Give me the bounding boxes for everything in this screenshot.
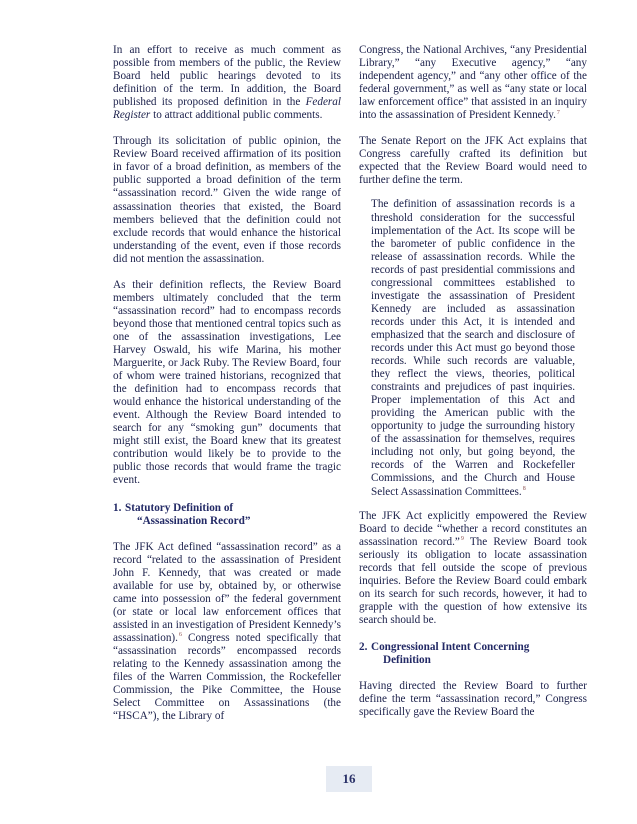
paragraph: The Senate Report on the JFK Act explains that Congress carefully crafted its definition but expected that the Review Board would need to further define the term. xyxy=(359,135,587,187)
paragraph: Through its solicitation of public opinion, the Review Board received affirmation of its position in favor of a broad definition, as members of the public supported a broad definition of the term “assassination record.” Given the wide range of assassination theories that existed, the Board members believed that the definition could not exclude records that would enhance the historical understanding of the event, even if those records did not mention the assassination. xyxy=(113,135,341,265)
right-column xyxy=(359,44,587,719)
footnote-ref[interactable]: 6 xyxy=(178,632,182,639)
left-column xyxy=(113,44,341,723)
page-number: 16 xyxy=(326,766,372,792)
section-heading: 2. Congressional Intent Concerning Definition xyxy=(359,640,530,667)
paragraph: In an effort to receive as much comment as possible from members of the public, the Review Board held public hearings devoted to its definition of the term. In addition, the Board published its proposed definition in the Federal Register to attract additional public comments. xyxy=(113,44,341,122)
italic-text: Federal Register xyxy=(113,96,341,122)
paragraph: The JFK Act defined “assassination record” as a record “related to the assassination of President John F. Kennedy, that was created or made available for use by, obtained by, or otherwise came into possession of” the federal government (or state or local law enforcement offices that assisted in an investigation of President Kennedy’s assassination).$^6$ Congress noted specifically that “assassination records” encompassed records relating to the Kennedy assassination among the files of the Warren Commission, the Rockefeller Commission, the Pike Committee, the House Select Committee on Assassinations (the “HSCA”), the Library of xyxy=(113,540,341,723)
block-quote: The definition of assassination records is a threshold consideration for the successful implementation of the Act. Its scope will be the barometer of public confidence in the release of assassination records. While the records of past presidential commissions and congressional committees established to investigate the assassination of President Kennedy are included as assassination records under this Act, it is intended and emphasized that the search and disclosure of records under this Act must go beyond those records. While such records are valuable, they reflect the views, theories, political constraints and prejudices of past inquiries. Proper implementation of this Act and providing the American public with the opportunity to judge the surrounding history of the assassination for themselves, requires including not only, but going beyond, the records of the Warren and Rockefeller Commissions, and the Church and House Select Assassination Committees.$^8$ xyxy=(371,198,575,498)
section-heading: 1. Statutory Definition of “Assassination Record” xyxy=(113,501,251,527)
footnote-ref[interactable]: 9 xyxy=(460,535,464,542)
paragraph: Congress, the National Archives, “any Presidential Library,” “any Executive agency,” “any independent agency,” and “any other office of the federal government,” as well as “any state or local law enforcement office” that assisted in an inquiry into the assassination of President Kennedy.$^7$ xyxy=(359,44,587,122)
footnote-ref[interactable]: 7 xyxy=(556,109,560,116)
paragraph: As their definition reflects, the Review Board members ultimately concluded that the term “assassination record” had to encompass records beyond those that mentioned central topics such as one of the assassination investigations, Lee Harvey Oswald, his wife Marina, his mother Marguerite, or Jack Ruby. The Review Board, four of whom were trained historians, recognized that the definition had to encompass records that would enhance the historical understanding of the event. Although the Review Board intended to search for any “smoking gun” documents that might still exist, the Board knew that its greatest contribution would likely be to provide to the public those records that would frame the tragic event. xyxy=(113,278,341,487)
footnote-ref[interactable]: 8 xyxy=(522,485,526,492)
paragraph: The JFK Act explicitly empowered the Review Board to decide “whether a record constitutes an assassination record.”$^9$ The Review Board took seriously its obligation to locate assassination records that fell outside the scope of previous inquiries. Before the Review Board could embark on its search for such records, however, it had to grapple with the question of how extensive its search should be. xyxy=(359,509,587,626)
paragraph: Having directed the Review Board to further define the term “assassination record,” Congress specifically gave the Review Board the xyxy=(359,679,587,719)
